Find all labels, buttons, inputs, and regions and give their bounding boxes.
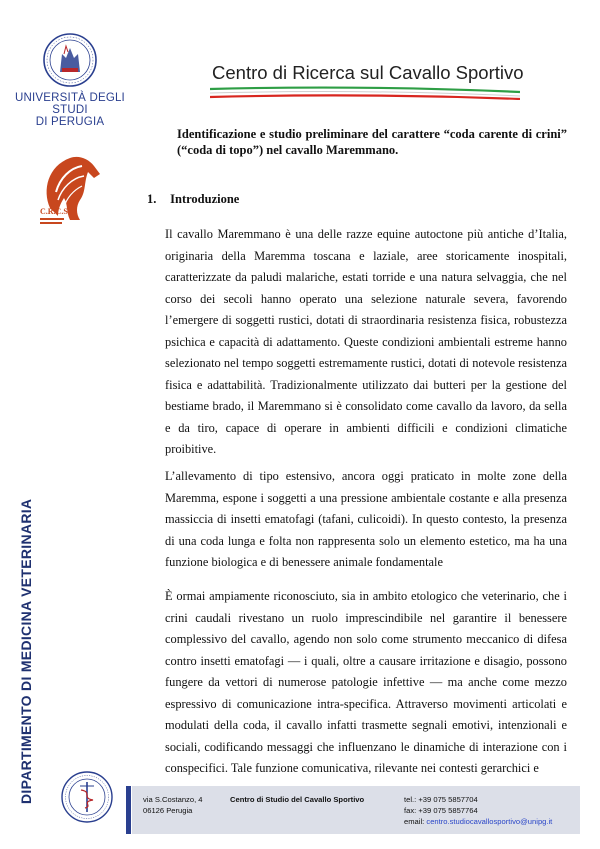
footer-email-link[interactable]: centro.studiocavallosportivo@unipg.it [426, 817, 553, 826]
university-seal-logo [40, 32, 100, 88]
footer-fax: fax: +39 075 5857764 [404, 806, 478, 815]
footer-accent-bar [126, 786, 131, 834]
footer-email-row [404, 816, 552, 827]
footer-email-label: email: [404, 817, 425, 826]
italian-flag-lines [210, 86, 520, 100]
university-name-line2: DI PERUGIA [35, 116, 105, 128]
document-title: Identificazione e studio preliminare del carattere “coda carente di crini” (“coda di topo”) nel cavallo Maremmano. [177, 127, 567, 157]
footer-address [143, 794, 203, 816]
section-number: 1. [147, 192, 157, 206]
body-paragraph: L’allevamento di tipo estensivo, ancora oggi praticato in molte zone della Maremma, espone i soggetti a una pressione ambientale costante e alla presenza massiccia di insetti ematofagi (tafani, culicoidi). In questo contesto, la presenza di una coda lunga e folta non rappresenta solo un elemento estetico, ma ha una funzione biologica e di benessere animale fondamentale [165, 469, 567, 569]
footer-contacts [404, 794, 552, 827]
research-center-title: Centro di Ricerca sul Cavallo Sportivo [212, 62, 524, 83]
veterinary-seal-logo [60, 770, 114, 824]
footer-center-name: Centro di Studio del Cavallo Sportivo [230, 795, 365, 804]
department-vertical-label: DIPARTIMENTO DI MEDICINA VETERINARIA [18, 498, 34, 804]
footer-address-street: via S.Costanzo, 4 [143, 795, 203, 804]
university-name-line1: UNIVERSITÀ DEGLI STUDI [15, 92, 125, 116]
body-paragraph: Il cavallo Maremmano è una delle razze equine autoctone più antiche d’Italia, originaria della Maremma toscana e laziale, aree storicamente inospitali, caratterizzate da paludi malariche, estati torride e una natura selvaggia, che nel corso dei secoli hanno operato una selezione naturale severa, favorendo l’emergere di soggetti rustici, dotati di straordinaria resistenza fisica, robustezza psichica e capacità di adattamento. Queste condizioni ambientali estreme hanno selezionato nel tempo soggetti estremamente rustici, dotati di notevole resistenza fisica e adattabilità. Tradizionalmente utilizzato dai butteri per la gestione del bestiame brado, il Maremmano si è consolidato come cavallo da lavoro, da sella e da tiro, capace di operare in ambienti difficili e condizioni climatiche proibitive. [165, 227, 567, 456]
section-heading [147, 192, 239, 207]
footer-address-city: 06126 Perugia [143, 806, 193, 815]
crcs-logo-subtext-mark [40, 218, 64, 220]
body-paragraph: È ormai ampiamente riconosciuto, sia in ambito etologico che veterinario, che i crini caudali rivestano un ruolo imprescindibile nel garantire il benessere complessivo del cavallo, agendo non solo come strumento meccanico di difesa contro insetti ematofagi — i quali, oltre a causare irritazione e disagio, possono fungere da vettori di numerose patologie infettive — ma anche come mezzo espressivo di comunicazione intra-specifica. Attraverso movimenti articolati e modulati della coda, il cavallo infatti trasmette segnali emotivi, intenzionali e sociali, codificando messaggi che influenzano le dinamiche di interazione con i conspecifici. Tale funzione comunicativa, rilevante nei contesti gerarchici e [165, 589, 567, 775]
university-name [14, 92, 126, 128]
crcs-logo-subtext-mark [40, 222, 62, 224]
section-title: Introduzione [170, 192, 240, 206]
crcs-horse-logo [36, 148, 108, 230]
crcs-logo-text: C.R.C.S [40, 207, 68, 216]
footer-tel: tel.: +39 075 5857704 [404, 795, 478, 804]
